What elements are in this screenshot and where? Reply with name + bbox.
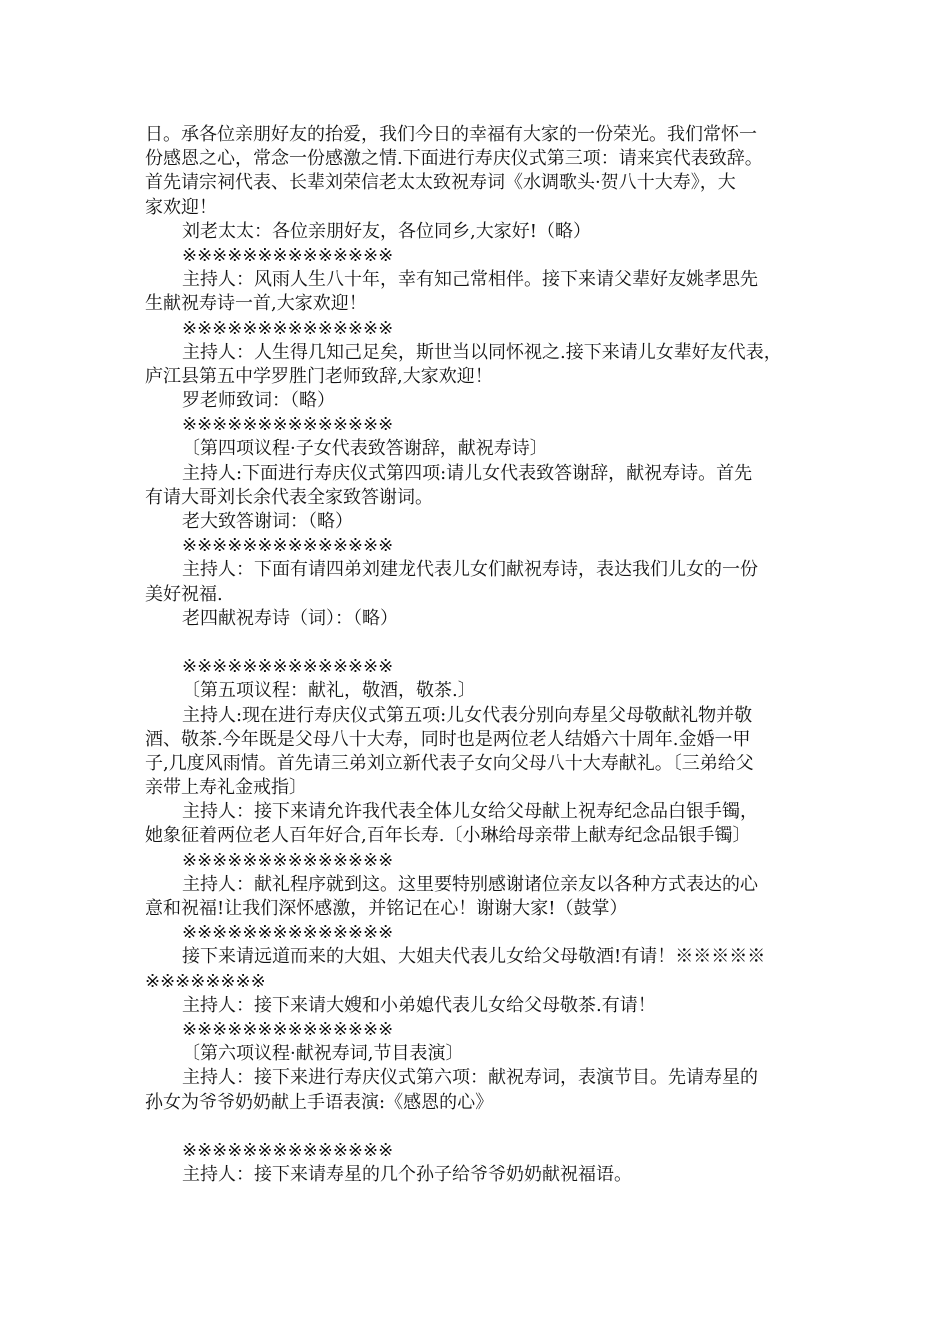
- paragraph-line: 主持人:现在进行寿庆仪式第五项:儿女代表分别向寿星父母敬献礼物并敬: [182, 704, 753, 726]
- paragraph-line: 孙女为爷爷奶奶献上手语表演:《感恩的心》: [145, 1091, 494, 1113]
- paragraph-line: 老四献祝寿诗（词）：（略）: [182, 607, 398, 629]
- section-heading: 〔第六项议程·献祝寿词,节目表演〕: [182, 1043, 464, 1065]
- section-heading: 〔第四项议程·子女代表致答谢辞，献祝寿诗〕: [182, 438, 548, 460]
- paragraph-line: 美好祝福.: [145, 583, 223, 605]
- section-divider: ※※※※※※※※※※※※※※: [182, 535, 394, 557]
- paragraph-line: 主持人:下面进行寿庆仪式第四项:请儿女代表致答谢辞，献祝寿诗。首先: [182, 462, 753, 484]
- paragraph-line: 罗老师致词：（略）: [182, 390, 335, 412]
- document-body: [145, 123, 813, 1187]
- paragraph-line: 酒、敬茶.今年既是父母八十大寿，同时也是两位老人结婚六十周年.金婚一甲: [145, 728, 751, 750]
- paragraph-line: 她象征着两位老人百年好合,百年长寿.〔小琳给母亲带上献寿纪念品银手镯〕: [145, 825, 751, 847]
- paragraph-line: 主持人：下面有请四弟刘建龙代表儿女们献祝寿诗，表达我们儿女的一份: [182, 559, 758, 581]
- paragraph-line: 份感恩之心，常念一份感激之情.下面进行寿庆仪式第三项：请来宾代表致辞。: [145, 148, 763, 170]
- paragraph-line: 有请大哥刘长余代表全家致答谢词。: [145, 486, 433, 508]
- section-divider: ※※※※※※※※※※※※※※: [182, 656, 394, 678]
- paragraph-line: 家欢迎！: [145, 196, 217, 218]
- paragraph-line: 主持人：人生得几知己足矣，斯世当以同怀视之.接下来请儿女辈好友代表，: [182, 341, 782, 363]
- paragraph-line: 主持人：献礼程序就到这。这里要特别感谢诸位亲友以各种方式表达的心: [182, 873, 758, 895]
- blank-line: [145, 1115, 813, 1139]
- section-heading: 〔第五项议程：献礼，敬酒，敬茶.〕: [182, 680, 476, 702]
- paragraph-line: ※※※※※※※※: [145, 970, 266, 992]
- paragraph-line: 首先请宗祠代表、长辈刘荣信老太太致祝寿词《水调歌头·贺八十大寿》，大: [145, 172, 736, 194]
- section-divider: ※※※※※※※※※※※※※※: [182, 1139, 394, 1161]
- blank-line: [145, 631, 813, 655]
- paragraph-line: 生献祝寿诗一首,大家欢迎！: [145, 293, 367, 315]
- paragraph-line: 老大致答谢词：（略）: [182, 511, 353, 532]
- section-divider: ※※※※※※※※※※※※※※: [182, 414, 394, 436]
- paragraph-line: 主持人：接下来请允许我代表全体儿女给父母献上祝寿纪念品白银手镯，: [182, 801, 758, 823]
- paragraph-line: 亲带上寿礼金戒指〕: [145, 777, 307, 799]
- paragraph-line: 接下来请远道而来的大姐、大姐夫代表儿女给父母敬酒!有请！※※※※※: [182, 946, 766, 968]
- paragraph-line: 庐江县第五中学罗胜门老师致辞,大家欢迎！: [145, 365, 493, 387]
- paragraph-line: 主持人：风雨人生八十年，幸有知己常相伴。接下来请父辈好友姚孝思先: [182, 269, 758, 291]
- paragraph-line: 日。承各位亲朋好友的抬爱，我们今日的幸福有大家的一份荣光。我们常怀一: [145, 124, 757, 145]
- paragraph-line: 主持人：接下来请大嫂和小弟媳代表儿女给父母敬茶.有请！: [182, 994, 656, 1016]
- section-divider: ※※※※※※※※※※※※※※: [182, 922, 394, 944]
- paragraph-line: 主持人：接下来进行寿庆仪式第六项：献祝寿词，表演节目。先请寿星的: [182, 1067, 758, 1089]
- section-divider: ※※※※※※※※※※※※※※: [182, 244, 394, 266]
- paragraph-line: 刘老太太：各位亲朋好友，各位同乡,大家好!（略）: [182, 220, 591, 242]
- section-divider: ※※※※※※※※※※※※※※: [182, 1018, 394, 1040]
- section-divider: ※※※※※※※※※※※※※※: [182, 849, 394, 871]
- paragraph-line: 子,几度风雨情。首先请三弟刘立新代表子女向父母八十大寿献礼。〔三弟给父: [145, 752, 754, 774]
- paragraph-line: 主持人：接下来请寿星的几个孙子给爷爷奶奶献祝福语。: [182, 1164, 632, 1186]
- paragraph-line: 意和祝福!让我们深怀感激，并铭记在心！谢谢大家!（鼓掌）: [145, 898, 628, 919]
- section-divider: ※※※※※※※※※※※※※※: [182, 317, 394, 339]
